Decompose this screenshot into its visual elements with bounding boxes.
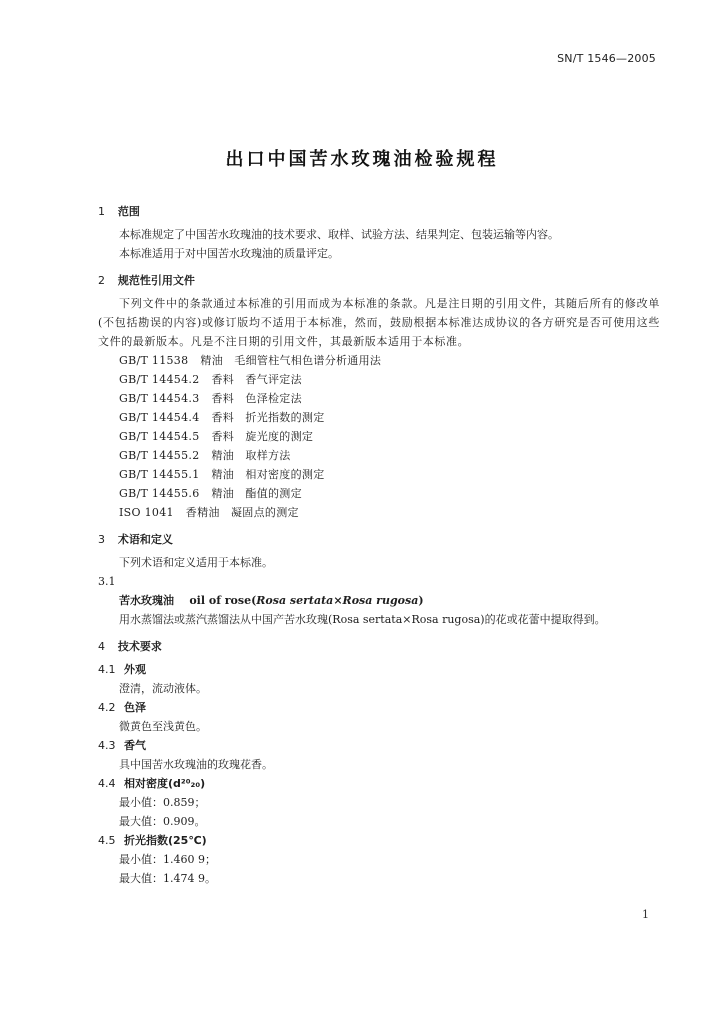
reference-title: 香料 色泽检定法 bbox=[211, 392, 302, 405]
reference-code: GB/T 14454.2 bbox=[119, 373, 200, 386]
document-body bbox=[98, 196, 660, 888]
reference-item bbox=[98, 427, 660, 446]
standard-code: SN/T 1546—2005 bbox=[557, 52, 656, 65]
section-title: 范围 bbox=[117, 205, 140, 218]
paragraph-line: 本标准规定了中国苦水玫瑰油的技术要求、取样、试验方法、结果判定、包装运输等内容。 bbox=[119, 228, 559, 241]
section-heading-terms bbox=[98, 530, 660, 549]
reference-code: GB/T 14454.3 bbox=[119, 392, 200, 405]
reference-code: GB/T 14455.1 bbox=[119, 468, 200, 481]
subsection-heading-color: 4.2 色泽 bbox=[98, 701, 146, 714]
reference-code: ISO 1041 bbox=[119, 506, 174, 519]
reference-title: 香料 香气评定法 bbox=[211, 373, 302, 386]
term-english: oil of rose(Rosa sertata×Rosa rugosa) bbox=[189, 594, 424, 607]
requirement-value-min: 最小值：1.460 9； bbox=[119, 853, 216, 866]
section-title: 术语和定义 bbox=[117, 533, 173, 546]
term-number: 3.1 bbox=[98, 575, 116, 588]
page-number: 1 bbox=[642, 908, 649, 921]
reference-title: 香料 折光指数的测定 bbox=[211, 411, 325, 424]
requirement-value: 微黄色至浅黄色。 bbox=[119, 720, 207, 733]
reference-code: GB/T 14455.6 bbox=[119, 487, 200, 500]
reference-title: 香料 旋光度的测定 bbox=[211, 430, 314, 443]
requirement-value-max: 最大值：1.474 9。 bbox=[119, 872, 216, 885]
reference-code: GB/T 14454.5 bbox=[119, 430, 200, 443]
section-heading-scope bbox=[98, 202, 660, 221]
section-heading-requirements bbox=[98, 637, 660, 656]
section-heading-references bbox=[98, 271, 660, 290]
reference-item bbox=[98, 351, 660, 370]
paragraph-line: 本标准适用于对中国苦水玫瑰油的质量评定。 bbox=[119, 247, 339, 260]
reference-item bbox=[98, 408, 660, 427]
subsection-heading-aroma: 4.3 香气 bbox=[98, 739, 146, 752]
requirement-value-max: 最大值：0.909。 bbox=[119, 815, 206, 828]
reference-title: 精油 取样方法 bbox=[211, 449, 291, 462]
reference-item bbox=[98, 503, 660, 522]
subsection-heading-density: 4.4 相对密度(d²⁰₂₀) bbox=[98, 777, 206, 790]
reference-item bbox=[98, 484, 660, 503]
reference-title: 精油 相对密度的测定 bbox=[211, 468, 325, 481]
requirement-value: 澄清，流动液体。 bbox=[119, 682, 207, 695]
reference-title: 香精油 凝固点的测定 bbox=[185, 506, 299, 519]
subsection-heading-appearance: 4.1 外观 bbox=[98, 663, 146, 676]
section-number: 1 bbox=[98, 205, 105, 218]
reference-item bbox=[98, 446, 660, 465]
reference-code: GB/T 11538 bbox=[119, 354, 189, 367]
reference-item bbox=[98, 465, 660, 484]
subsection-heading-refractive-index: 4.5 折光指数(25℃) bbox=[98, 834, 207, 847]
requirement-value: 具中国苦水玫瑰油的玫瑰花香。 bbox=[119, 758, 273, 771]
section-title: 技术要求 bbox=[117, 640, 162, 653]
reference-title: 精油 毛细管柱气相色谱分析通用法 bbox=[200, 354, 382, 367]
section-number: 3 bbox=[98, 533, 105, 546]
reference-code: GB/T 14454.4 bbox=[119, 411, 200, 424]
term-entry bbox=[98, 591, 660, 610]
terms-intro: 下列术语和定义适用于本标准。 bbox=[119, 556, 273, 569]
term-definition: 用水蒸馏法或蒸汽蒸馏法从中国产苦水玫瑰(Rosa sertata×Rosa rugosa)的花或花蕾中提取得到。 bbox=[119, 613, 606, 626]
reference-item bbox=[98, 370, 660, 389]
section-number: 4 bbox=[98, 640, 105, 653]
reference-item bbox=[98, 389, 660, 408]
section-title: 规范性引用文件 bbox=[117, 274, 195, 287]
term-chinese: 苦水玫瑰油 bbox=[119, 594, 174, 607]
requirement-value-min: 最小值：0.859； bbox=[119, 796, 206, 809]
document-title: 出口中国苦水玫瑰油检验规程 bbox=[225, 149, 499, 170]
reference-code: GB/T 14455.2 bbox=[119, 449, 200, 462]
section-number: 2 bbox=[98, 274, 105, 287]
references-intro: 下列文件中的条款通过本标准的引用而成为本标准的条款。凡是注日期的引用文件，其随后所有的修改单(不包括勘误的内容)或修订版均不适用于本标准，然而，鼓励根据本标准达成协议的各方研究是否可使用这些文件的最新版本。凡是不注日期的引用文件，其最新版本适用于本标准。 bbox=[98, 297, 660, 348]
reference-title: 精油 酯值的测定 bbox=[211, 487, 302, 500]
